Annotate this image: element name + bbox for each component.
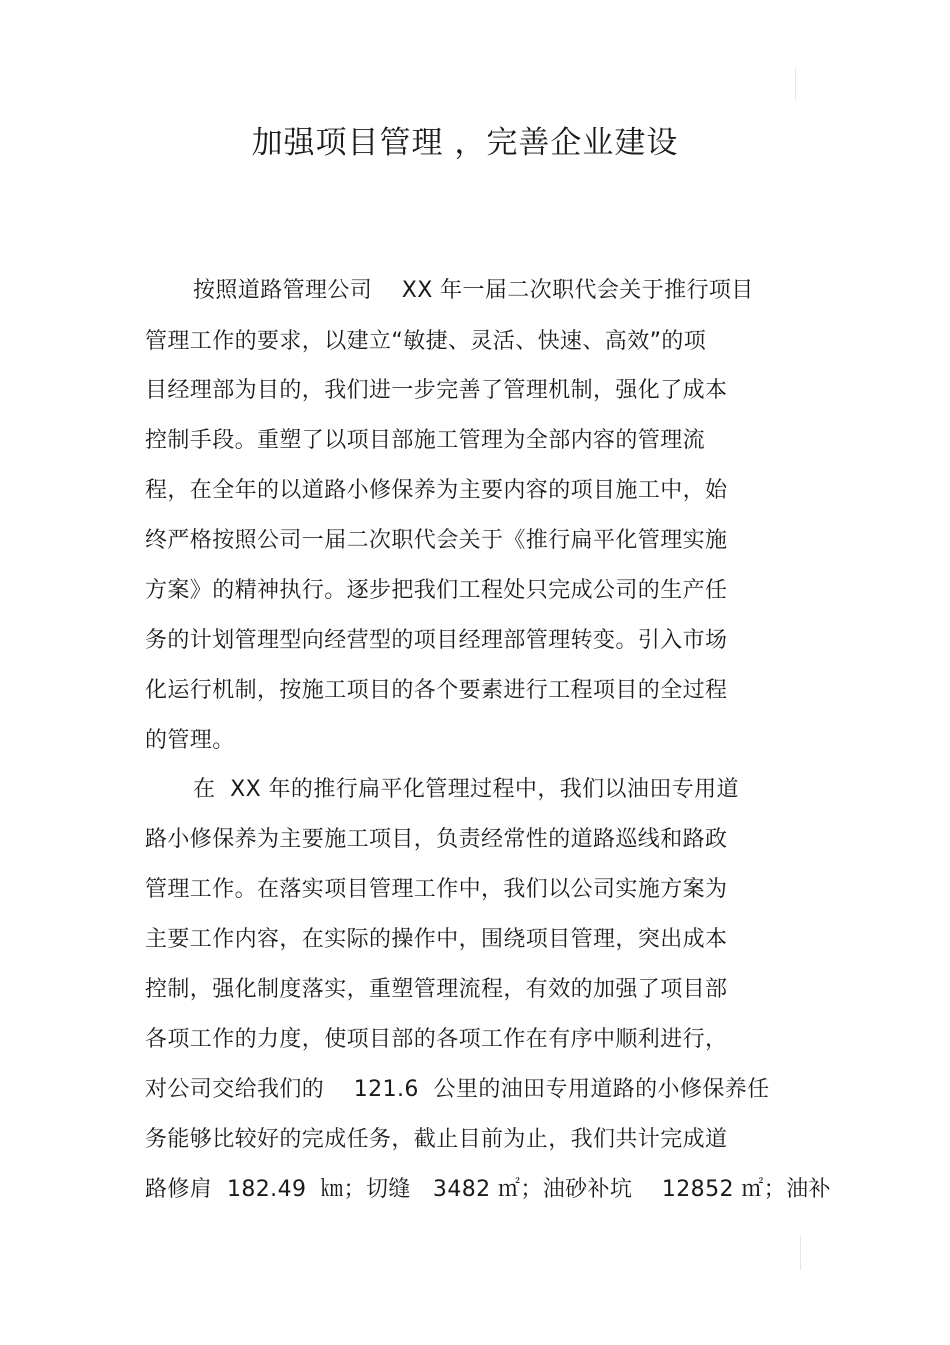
paragraph-line: 对公司交给我们的 121.6 公里的油田专用道路的小修保养任 bbox=[145, 1077, 770, 1102]
page-edge-mark-bottom bbox=[800, 1236, 801, 1270]
paragraph-line: 程，在全年的以道路小修保养为主要内容的项目施工中，始 bbox=[145, 478, 728, 503]
paragraph-line: 控制，强化制度落实，重塑管理流程，有效的加强了项目部 bbox=[145, 977, 728, 1002]
paragraph-line: 按照道路管理公司 XX 年一届二次职代会关于推行项目 bbox=[193, 278, 754, 303]
paragraph-line: 终严格按照公司一届二次职代会关于《推行扁平化管理实施 bbox=[145, 528, 728, 553]
paragraph-line: 各项工作的力度，使项目部的各项工作在有序中顺利进行， bbox=[145, 1027, 728, 1052]
paragraph-line: 在 XX 年的推行扁平化管理过程中，我们以油田专用道 bbox=[193, 777, 739, 802]
paragraph-line: 的管理。 bbox=[145, 728, 235, 753]
paragraph-line: 管理工作的要求，以建立“敏捷、灵活、快速、高效”的项 bbox=[145, 329, 707, 354]
paragraph-line: 管理工作。在落实项目管理工作中，我们以公司实施方案为 bbox=[145, 877, 728, 902]
paragraph-line: 务的计划管理型向经营型的项目经理部管理转变。引入市场 bbox=[145, 628, 728, 653]
paragraph-line: 控制手段。重塑了以项目部施工管理为全部内容的管理流 bbox=[145, 428, 706, 453]
paragraph-line: 务能够比较好的完成任务，截止目前为止，我们共计完成道 bbox=[145, 1127, 728, 1152]
paragraph-line: 路修肩 182.49 ㎞；切缝 3482 ㎡；油砂补坑 12852 ㎡；油补 bbox=[145, 1177, 831, 1202]
paragraph-line: 化运行机制，按施工项目的各个要素进行工程项目的全过程 bbox=[145, 678, 728, 703]
page-edge-mark-top bbox=[795, 68, 796, 100]
paragraph-line: 目经理部为目的，我们进一步完善了管理机制，强化了成本 bbox=[145, 378, 728, 403]
document-title: 加强项目管理 ，完善企业建设 bbox=[251, 125, 679, 161]
paragraph-line: 主要工作内容，在实际的操作中，围绕项目管理，突出成本 bbox=[145, 927, 728, 952]
paragraph-line: 方案》的精神执行。逐步把我们工程处只完成公司的生产任 bbox=[145, 578, 728, 603]
paragraph-line: 路小修保养为主要施工项目，负责经常性的道路巡线和路政 bbox=[145, 827, 728, 852]
